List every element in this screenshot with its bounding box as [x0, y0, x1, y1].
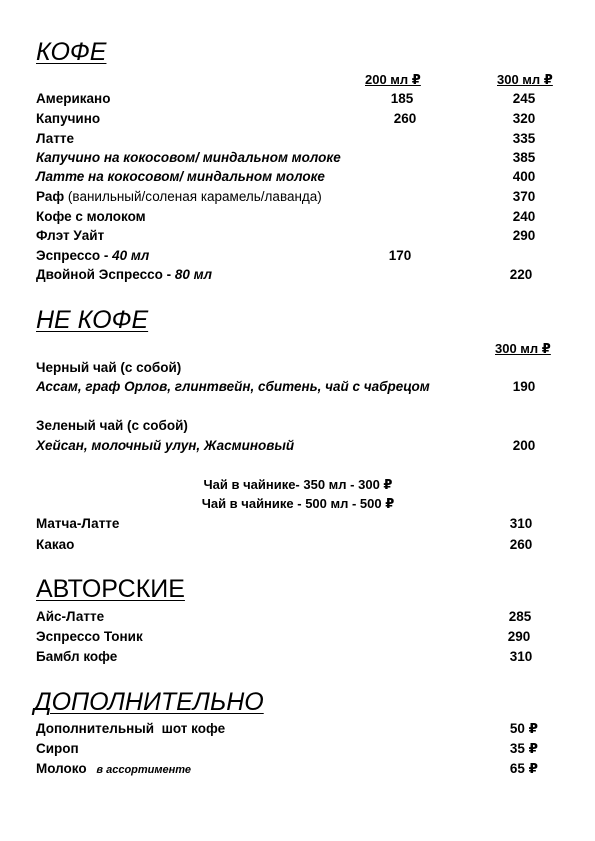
price-extra-shot: 50 ₽: [509, 721, 539, 736]
menu-item-espresso-tonic: Эспрессо Тоник: [36, 629, 143, 644]
menu-item-coffee-with-milk: Кофе с молоком: [36, 209, 146, 224]
menu-item-raf: [36, 189, 322, 204]
price-flat-white-300: 290: [512, 228, 536, 243]
teapot-500ml-line: Чай в чайнике - 500 мл - 500 ₽: [201, 496, 395, 511]
menu-item-green-tea: Зеленый чай (с собой): [36, 418, 188, 433]
price-americano-300: 245: [512, 91, 536, 106]
menu-item-espresso-name: Эспрессо -: [36, 248, 113, 263]
menu-item-cappuccino-plant-milk: Капучино на кокосовом/ миндальном молоке: [36, 150, 341, 165]
menu-item-bumble-coffee: Бамбл кофе: [36, 649, 118, 664]
section-title-non-coffee: НЕ КОФЕ: [36, 306, 149, 334]
price-americano-200: 185: [390, 91, 414, 106]
menu-item-matcha-latte: Матча-Латте: [36, 516, 120, 531]
price-syrup: 35 ₽: [509, 741, 539, 756]
column-header-300ml-noncoffee: 300 мл ₽: [495, 341, 551, 356]
column-header-200ml: 200 мл ₽: [365, 72, 421, 87]
menu-item-extra-shot: Дополнительный шот кофе: [36, 721, 226, 736]
menu-item-ice-latte: Айс-Латте: [36, 609, 105, 624]
menu-item-raf-name: Раф: [36, 189, 65, 204]
price-espresso-200: 170: [388, 248, 412, 263]
price-black-tea: 190: [512, 379, 536, 394]
teapot-350ml-line: Чай в чайнике- 350 мл - 300 ₽: [203, 477, 393, 492]
section-title-signature: АВТОРСКИЕ: [36, 575, 185, 603]
menu-item-raf-flavors: (ванильный/соленая карамель/лаванда): [67, 189, 322, 204]
menu-item-americano: Американо: [36, 91, 111, 106]
black-tea-varieties: Ассам, граф Орлов, глинтвейн, сбитень, чай с чабрецом: [36, 379, 430, 394]
menu-item-latte-plant-milk: Латте на кокосовом/ миндальном молоке: [36, 169, 325, 184]
milk-assortment-note: в ассортименте: [96, 764, 192, 776]
price-matcha-latte: 310: [509, 516, 533, 531]
price-milk: 65 ₽: [509, 761, 539, 776]
column-header-300ml: 300 мл ₽: [497, 72, 553, 87]
menu-item-double-espresso: [36, 267, 212, 282]
price-cappuccino-plant-milk-300: 385: [512, 150, 536, 165]
menu-item-espresso: [36, 248, 149, 263]
menu-item-latte: Латте: [36, 131, 75, 146]
price-ice-latte: 285: [508, 609, 532, 624]
price-cappuccino-200: 260: [393, 111, 417, 126]
menu-item-cappuccino: Капучино: [36, 111, 101, 126]
price-coffee-with-milk-300: 240: [512, 209, 536, 224]
menu-item-double-espresso-name: Двойной Эспрессо -: [36, 267, 175, 282]
price-cocoa: 260: [509, 537, 533, 552]
menu-item-cocoa: Какао: [36, 537, 75, 552]
price-bumble-coffee: 310: [509, 649, 533, 664]
green-tea-varieties: Хейсан, молочный улун, Жасминовый: [36, 438, 295, 453]
menu-item-double-espresso-volume: 80 мл: [174, 267, 212, 282]
price-latte-300: 335: [512, 131, 536, 146]
price-espresso-tonic: 290: [507, 629, 531, 644]
menu-item-flat-white: Флэт Уайт: [36, 228, 105, 243]
menu-item-black-tea: Черный чай (с собой): [36, 360, 182, 375]
menu-item-milk: [36, 761, 191, 776]
price-raf-300: 370: [512, 189, 536, 204]
section-title-extras: ДОПОЛНИТЕЛЬНО: [34, 688, 264, 716]
menu-item-milk-name: Молоко: [36, 761, 87, 776]
price-double-espresso-300: 220: [509, 267, 533, 282]
menu-item-espresso-volume: 40 мл: [112, 248, 150, 263]
price-latte-plant-milk-300: 400: [512, 169, 536, 184]
price-green-tea: 200: [512, 438, 536, 453]
menu-item-syrup: Сироп: [36, 741, 79, 756]
price-cappuccino-300: 320: [512, 111, 536, 126]
section-title-coffee: КОФЕ: [36, 38, 107, 66]
